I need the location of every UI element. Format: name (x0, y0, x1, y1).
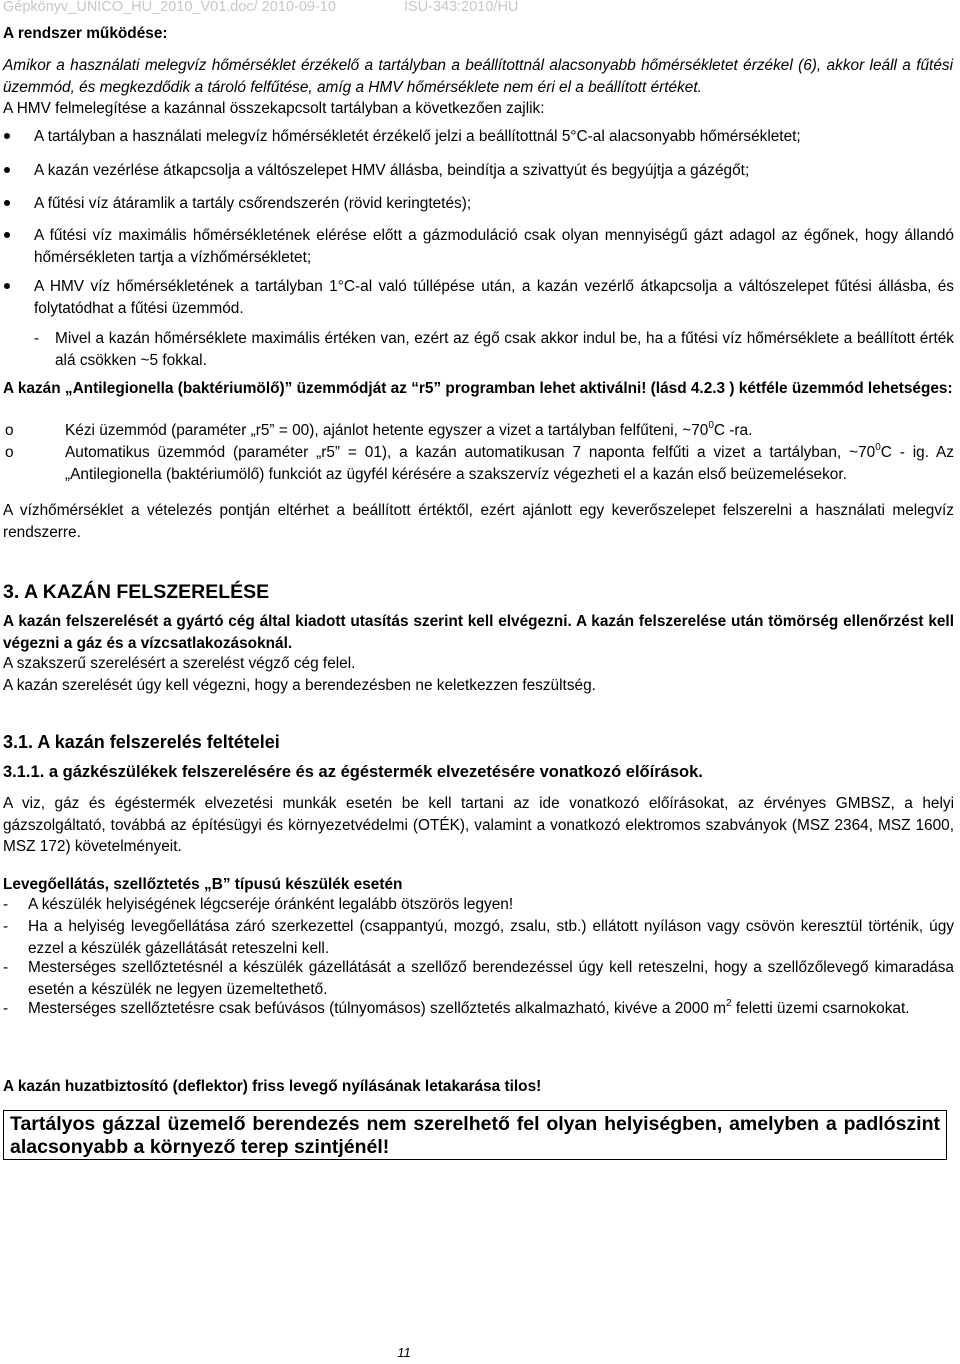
operation-bullet: A HMV víz hőmérsékletének a tartályban 1°C-al való túllépése után, a kazán vezérlő átkapcsolja a váltószelepet fűtési állásba, és folytatódhat a fűtési üzemmód. (34, 278, 954, 317)
legionella-bold-paragraph: A kazán „Antilegionella (baktériumölő)” üzemmódját az “r5” programban lehet aktiválni! (lásd 4.2.3 ) kétféle üzemmód lehetséges: (3, 380, 953, 397)
degree-superscript: 0 (708, 419, 714, 431)
bullet-marker (4, 167, 10, 173)
ventilation-item-text-end: feletti üzemi csarnokokat. (731, 1000, 910, 1017)
header-doc-code: ISU-343:2010/HU (403, 0, 519, 15)
section-title-operation: A rendszer működése: (3, 25, 168, 42)
option-text-end: C - ig. Az „Antilegionella (baktériumölő) funkciót az ügyfél kérésére a szakszervíz végezheti el a kazán első beüzemelésekor. (65, 444, 954, 483)
ventilation-item: Mesterséges szellőztetésnél a készülék gázellátását a szellőző berendezéssel úgy kell reteszelni, hogy a szellőzőlevegő kimaradása esetén a készülék ne legyen üzemeltethető. (28, 959, 954, 998)
gas-tank-warning-box: Tartályos gázzal üzemelő berendezés nem szerelhető fel olyan helyiségben, amelyben a padlószint alacsonyabb a környező terep szintjénél! (3, 1110, 947, 1160)
option-marker: o (5, 422, 14, 439)
installation-bold-paragraph: A kazán felszerelését a gyártó cég által kiadott utasítás szerint kell elvégezni. A kazán felszerelése után tömörség ellenőrzést kell végezni a gáz és a vízcsatlakozásoknál. (3, 613, 954, 652)
page-number: 11 (397, 1345, 411, 1360)
ventilation-item: A készülék helyiségének légcseréje óránként legalább ötszörös legyen! (28, 896, 514, 913)
bullet-marker (4, 133, 10, 139)
dash-marker: - (3, 896, 9, 913)
legionella-option-manual (65, 420, 955, 442)
ventilation-title: Levegőellátás, szellőztetés „B” típusú készülék esetén (3, 876, 403, 893)
page-header (3, 0, 518, 19)
legionella-option-auto (65, 442, 954, 485)
option-marker: o (5, 444, 14, 461)
deflector-warning: A kazán huzatbiztosító (deflektor) friss levegő nyílásának letakarása tilos! (3, 1078, 542, 1095)
operation-bullet: A tartályban a használati melegvíz hőmérsékletét érzékelő jelzi a beállítottnál 5°C-al alacsonyabb hőmérsékletet; (34, 128, 801, 145)
operation-bullet: A kazán vezérlése átkapcsolja a váltószelepet HMV állásba, beindítja a szivattyút és begyújtja a gázégőt; (34, 162, 750, 179)
option-text: Kézi üzemmód (paraméter „r5” = 00), ajánlot hetente egyszer a vizet a tartályban felfűteni, ~70 (65, 422, 709, 439)
dash-marker: - (3, 1000, 9, 1017)
area-unit-superscript: 2 (726, 997, 732, 1009)
dash-marker: - (34, 330, 40, 347)
installation-line: A szakszerű szerelésért a szerelést végző cég felel. (3, 655, 356, 672)
legionella-after-paragraph: A vízhőmérséklet a vételezés pontján eltérhet a beállított értéktől, ezért ajánlott egy keverőszelepet felszerelni a használati melegvíz rendszerre. (3, 502, 954, 541)
option-text: Automatikus üzemmód (paraméter „r5” = 01), a kazán automatikusan 7 naponta felfűti a vizet a tartályban, ~70 (65, 444, 876, 461)
subsection-heading-gas-rules: 3.1.1. a gázkészülékek felszerelésére és az égéstermék elvezetésére vonatkozó előírások. (3, 763, 703, 781)
operation-intro-paragraph: Amikor a használati melegvíz hőmérséklet érzékelő a tartályban a beállítottnál alacsonyabb hőmérsékletet érzékel (6), akkor leáll a fűtési üzemmód, és megkezdődik a tároló felfűtése, amíg a HMV hőmérséklete nem éri el a beállított értéket. (3, 57, 953, 96)
bullet-marker (4, 283, 10, 289)
section-heading-installation: 3. A KAZÁN FELSZERELÉSE (3, 581, 270, 603)
header-doc-name: Gépkönyv_UNICO_HU_2010_V01.doc/ 2010-09-10 (3, 0, 336, 15)
dash-marker: - (3, 918, 9, 935)
ventilation-item (28, 998, 954, 1020)
operation-sub-intro: A HMV felmelegítése a kazánnal összekapcsolt tartályban a következően zajlik: (3, 100, 545, 117)
option-text-end: C -ra. (713, 422, 753, 439)
operation-bullet: A fűtési víz átáramlik a tartály csőrendszerén (rövid keringtetés); (34, 195, 472, 212)
operation-bullet: A fűtési víz maximális hőmérsékletének elérése előtt a gázmoduláció csak olyan mennyiségű gázt adagol az égőnek, hogy állandó hőmérsékleten tartja a vízhőmérsékletet; (34, 227, 954, 266)
degree-superscript: 0 (875, 441, 881, 453)
operation-dash-item: Mivel a kazán hőmérséklete maximális értéken van, ezért az égő csak akkor indul be, ha a fűtési víz hőmérséklete a beállított érték alá csökken ~5 fokkal. (55, 330, 954, 369)
ventilation-item: Ha a helyiség levegőellátása záró szerkezettel (csappantyú, mozgó, zsalu, stb.) ellátott nyíláson vagy csövön keresztül történik, úgy ezzel a készülék gázellátását reteszelni kell. (28, 918, 954, 957)
dash-marker: - (3, 959, 9, 976)
bullet-marker (4, 200, 10, 206)
section-heading-conditions: 3.1. A kazán felszerelés feltételei (3, 732, 280, 752)
bullet-marker (4, 232, 10, 238)
ventilation-item-text: Mesterséges szellőztetésre csak befúvásos (túlnyomásos) szellőztetés alkalmazható, kivéve a 2000 m (28, 1000, 727, 1017)
conditions-paragraph: A viz, gáz és égéstermék elvezetési munkák esetén be kell tartani az ide vonatkozó előírásokat, az érvényes GMBSZ, a helyi gázszolgáltató, továbbá az építésügyi és környezetvédelmi (OTÉK), valamint a vonatkozó elektromos szabványok (MSZ 2364, MSZ 1600, MSZ 172) követelményeit. (3, 795, 954, 855)
installation-line: A kazán szerelését úgy kell végezni, hogy a berendezésben ne keletkezzen feszültség. (3, 677, 596, 694)
